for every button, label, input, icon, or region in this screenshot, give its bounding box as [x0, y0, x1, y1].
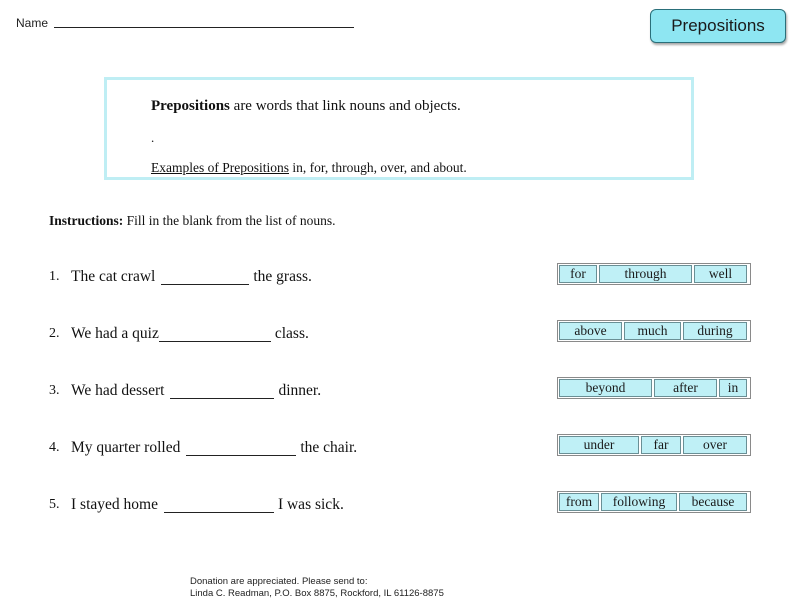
- option-word[interactable]: under: [559, 436, 639, 454]
- option-word[interactable]: beyond: [559, 379, 652, 397]
- definition-sentence: [151, 98, 461, 115]
- question-text-before: My quarter rolled: [71, 439, 181, 456]
- answer-blank[interactable]: [161, 270, 249, 285]
- examples-sentence: [151, 160, 467, 176]
- answer-blank[interactable]: [170, 384, 274, 399]
- option-word[interactable]: much: [624, 322, 681, 340]
- examples-label: Examples of Prepositions: [151, 160, 289, 175]
- options-box-3: [557, 377, 751, 399]
- question-5: [49, 494, 344, 516]
- name-row: [16, 10, 354, 30]
- name-label: Name: [16, 16, 49, 30]
- examples-text: in, for, through, over, and about.: [289, 160, 467, 175]
- definition-box: [104, 77, 694, 180]
- definition-term: Prepositions: [151, 98, 230, 114]
- option-word[interactable]: through: [599, 265, 692, 283]
- instructions-label: Instructions:: [49, 213, 124, 228]
- question-text-before: The cat crawl: [71, 268, 156, 285]
- instructions-text: Fill in the blank from the list of nouns.: [123, 213, 336, 228]
- option-word[interactable]: in: [719, 379, 747, 397]
- name-blank-line[interactable]: [54, 27, 354, 28]
- footer: [190, 576, 444, 600]
- question-number: 5.: [49, 497, 60, 512]
- question-text-before: We had a quiz: [71, 325, 159, 342]
- options-box-1: [557, 263, 751, 285]
- option-word[interactable]: far: [641, 436, 681, 454]
- question-text-before: We had dessert: [71, 382, 165, 399]
- answer-blank[interactable]: [186, 441, 296, 456]
- question-4: [49, 437, 357, 459]
- question-number: 2.: [49, 326, 60, 341]
- footer-line-2: Linda C. Readman, P.O. Box 8875, Rockford, IL 61126-8875: [190, 588, 444, 599]
- option-word[interactable]: during: [683, 322, 747, 340]
- options-box-4: [557, 434, 751, 456]
- definition-text: are words that link nouns and objects.: [229, 98, 461, 114]
- footer-line-1: Donation are appreciated. Please send to:: [190, 576, 368, 587]
- option-word[interactable]: because: [679, 493, 747, 511]
- title-badge: Prepositions: [650, 9, 786, 43]
- question-text-after: class.: [274, 325, 309, 342]
- instructions: [49, 213, 336, 229]
- question-number: 4.: [49, 440, 60, 455]
- option-word[interactable]: well: [694, 265, 747, 283]
- option-word[interactable]: after: [654, 379, 717, 397]
- option-word[interactable]: following: [601, 493, 677, 511]
- option-word[interactable]: above: [559, 322, 622, 340]
- question-text-after: I was sick.: [277, 496, 344, 513]
- question-number: 3.: [49, 383, 60, 398]
- question-1: [49, 266, 312, 288]
- option-word[interactable]: over: [683, 436, 747, 454]
- question-text-before: I stayed home: [71, 496, 158, 513]
- options-box-2: [557, 320, 751, 342]
- question-text-after: the chair.: [300, 439, 358, 456]
- question-number: 1.: [49, 269, 60, 284]
- question-2: [49, 323, 309, 345]
- option-word[interactable]: for: [559, 265, 597, 283]
- definition-dot: .: [151, 130, 155, 145]
- question-3: [49, 380, 321, 402]
- option-word[interactable]: from: [559, 493, 599, 511]
- question-text-after: dinner.: [278, 382, 322, 399]
- answer-blank[interactable]: [159, 327, 271, 342]
- options-box-5: [557, 491, 751, 513]
- question-text-after: the grass.: [253, 268, 312, 285]
- answer-blank[interactable]: [164, 498, 274, 513]
